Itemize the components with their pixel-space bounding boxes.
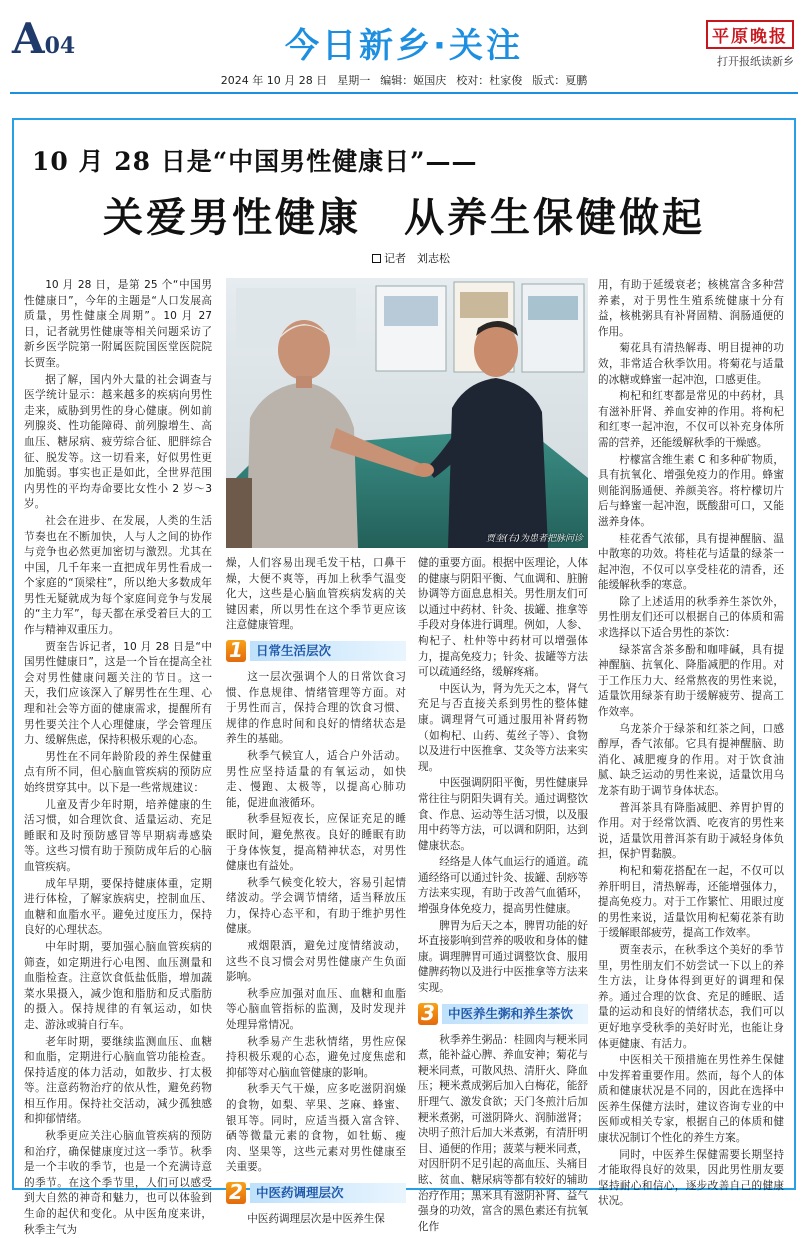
paragraph: 健的重要方面。根据中医理论，人体的健康与阴阳平衡、气血调和、脏腑协调等方面息息相关。男性朋友们可以通过中药材、针灸、拔罐、推拿等手段对身体进行调理。例如，人参、枸杞子、杜仲等中药材可以增强体力，提高免疫力；针灸、拔罐等方法可以疏通经络，缓解疼痛。 <box>418 557 588 679</box>
paragraph: 秋季易产生悲秋情绪，男性应保持积极乐观的心态，避免过度焦虑和抑郁等对心脑血管健康的影响。 <box>226 1035 406 1079</box>
paragraph: 老年时期，要继续监测血压、血糖和血脂，定期进行心脑血管功能检查。保持适度的体力活动，如散步、打太极等。注意药物治疗的依从性，避免药物相互作用。保持社交活动，减少孤独感和抑郁情绪。 <box>24 1035 212 1126</box>
paragraph: 经络是人体气血运行的通道。疏通经络可以通过针灸、拔罐、刮痧等方法来实现，有助于改善气血循环，增强身体免疫力，提高男性健康。 <box>418 856 588 916</box>
paragraph: 枸杞和红枣都是常见的中药材，具有滋补肝肾、养血安神的作用。将枸杞和红枣一起冲泡，不仅可以补充身体所需的营养，还能缓解秋季的干燥感。 <box>598 390 784 449</box>
paragraph: 枸杞和菊花搭配在一起，不仅可以养肝明目，清热解毒，还能增强体力，提高免疫力。对于工作繁忙、用眼过度的男性来说，适量饮用枸杞菊花茶有助于缓解眼部疲劳，提高工作效率。 <box>598 864 784 940</box>
header-rule <box>10 92 798 94</box>
page-digits: 04 <box>44 33 76 59</box>
page-letter: A <box>12 14 45 63</box>
subhead-3 <box>418 1000 588 1025</box>
editor: 编辑：姬国庆 <box>380 74 447 87</box>
paragraph: 秋季更应关注心脑血管疾病的预防和治疗，确保健康度过这一季节。秋季是一个丰收的季节，也是一个充满诗意的季节。在这个季节里，人们可以感受到大自然的神奇和魅力，也可以体验到生命的起伏和变化。从中医角度来讲，秋季主气为 <box>24 1130 212 1236</box>
paragraph: 乌龙茶介于绿茶和红茶之间，口感醇厚，香气浓郁。它具有提神醒脑、助消化、减肥瘦身的作用。对于饮食油腻、缺乏运动的男性来说，适量饮用乌龙茶有助于调节身体状态。 <box>598 722 784 797</box>
paragraph: 中年时期，要加强心脑血管疾病的筛查，如定期进行心电图、血压测量和血脂检查。注意饮食低盐低脂，增加蔬菜水果摄入，减少饱和脂肪和反式脂肪的摄入。保持规律的有氧运动，如快走、游泳或骑自行车。 <box>24 940 212 1031</box>
text-column-4 <box>598 278 784 1208</box>
paragraph: 燥，人们容易出现毛发干枯，口鼻干燥，大便不爽等，再加上秋季气温变化大，这些是心脑血管疾病发病的关键因素，所以男性在这个季节更应该注意健康管理。 <box>226 557 406 632</box>
section-title: 今日新乡·关注 <box>285 26 523 66</box>
subhead-title: 中医药调理层次 <box>250 1183 406 1203</box>
paragraph: 秋季天气干燥，应多吃滋阴润燥的食物，如梨、苹果、芝麻、蜂蜜、银耳等。同时，应适当摄入富含锌、硒等微量元素的食物，如牡蛎、瘦肉、坚果等，这些元素对男性健康至关重要。 <box>226 1083 406 1174</box>
paragraph: 中医药调理层次是中医养生保 <box>247 1212 385 1225</box>
paragraph: 成年早期，要保持健康体重，定期进行体检，了解家族病史，控制血压、血糖和血脂水平。避免过度压力，保持良好的心理状态。 <box>24 877 212 937</box>
article-photo <box>226 278 588 548</box>
byline: 记者 刘志松 <box>372 250 450 266</box>
paragraph: 秋季应加强对血压、血糖和血脂等心脑血管指标的监测，及时发现并处理异常情况。 <box>226 987 406 1032</box>
paragraph: 秋季气候宜人，适合户外活动。男性应坚持适量的有氧运动，如快走、慢跑、太极等，以提高心肺功能，促进血液循环。 <box>226 749 406 809</box>
paragraph: 秋季气候变化较大，容易引起情绪波动。学会调节情绪，适当释放压力，保持心态平和，有助于维护男性健康。 <box>226 876 406 936</box>
byline-box-icon <box>372 254 381 263</box>
photo-illustration <box>226 278 588 548</box>
paragraph: 儿童及青少年时期，培养健康的生活习惯，如合理饮食、适量运动、充足睡眠和及时预防感冒等早期病毒感染等。这些习惯有助于预防成年后的心脑血管疾病。 <box>24 798 212 873</box>
brand-slogan: 打开报纸读新乡 <box>717 55 794 68</box>
brand <box>706 20 794 69</box>
subhead-2 <box>226 1182 406 1204</box>
paragraph: 中医强调阴阳平衡，男性健康异常往往与阴阳失调有关。通过调整饮食、作息、运动等生活习惯，以及服用中药等方法，可以调和阴阳，达到健康状态。 <box>418 777 588 852</box>
subhead-1 <box>226 640 406 662</box>
subhead-title: 中医养生粥和养生茶饮 <box>442 1004 588 1024</box>
paragraph: 普洱茶具有降脂减肥、养胃护胃的作用。对于经常饮酒、吃夜宵的男性来说，适量饮用普洱茶有助于减轻身体负担，保护胃黏膜。 <box>598 801 784 861</box>
issue-meta <box>0 72 808 88</box>
issue-date: 2024 年 10 月 28 日 <box>220 74 328 87</box>
paragraph: 贾奎告诉记者，10 月 28 日是“中国男性健康日”，这是一个旨在提高全社会对男性健康问题关注的节日。这一天，我们应该深入了解男性在生理、心理和社会等方面的健康需求，提醒所有男性要关注个人心理健康，学会管理压力、缓解焦虑，保持积极乐观的心态。 <box>24 640 212 747</box>
article-headline: 关爱男性健康 从养生保健做起 <box>103 195 705 241</box>
text-column-3 <box>418 556 588 1233</box>
paragraph: 中医认为，肾为先天之本，肾气充足与否直接关系到男性的整体健康。调理肾气可通过服用补肾药物（如枸杞、山药、菟丝子等）、食物以及进行中医推拿、艾灸等方法来实现。 <box>418 682 588 773</box>
paragraph: 柠檬富含维生素 C 和多种矿物质，具有抗氧化、增强免疫力的作用。蜂蜜则能润肠通便、养颜美容。将柠檬切片后与蜂蜜一起冲泡，既酸甜可口，又能滋养身体。 <box>598 453 784 528</box>
designer: 版式：夏鹏 <box>532 74 588 87</box>
subhead-number-badge: 3 <box>418 1003 438 1025</box>
proofreader: 校对：杜家俊 <box>456 74 523 87</box>
paragraph: 同时，中医养生保健需要长期坚持才能取得良好的效果，因此男性朋友要坚持耐心和信心，逐步改善自己的健康状况。 <box>598 1148 784 1208</box>
paragraph: 据了解，国内外大量的社会调查与医学统计显示：越来越多的疾病向男性走来，威胁到男性的身心健康。例如前列腺炎、性功能障碍、前列腺增生、高血压、糖尿病、疲劳综合征、肥胖综合征、脱发等。这一切看来，好似男性更加脆弱。事实也正是如此，全世界范围内男性的平均寿命要比女性小 2 岁～3 岁。 <box>24 373 212 511</box>
paragraph: 秋季养生粥品：桂圆肉与粳米同煮，能补益心脾、养血安神；菊花与粳米同煮，可散风热、清肝火、降血压；粳米煮成粥后加入白梅花，能舒肝理气、激发食欲；天门冬煎汁后加粳米煮粥，可滋阴降火、润肺滋肾；决明子煎汁后加大米煮粥，有清肝明目、通便的作用；菠菜与粳米同煮，对因肝阴不足引起的高血压、头痛目眩、贫血、糖尿病等都有较好的辅助治疗作用；黑米具有滋阴补肾、益气强身的功效，富含的黑色素还有抗氧化作 <box>418 1033 588 1233</box>
subhead-number-badge: 1 <box>226 640 246 662</box>
text-column-2 <box>226 556 406 1225</box>
subhead-title: 日常生活层次 <box>250 641 406 661</box>
masthead <box>0 0 808 104</box>
paragraph: 绿茶富含茶多酚和咖啡碱，具有提神醒脑、抗氧化、降脂减肥的作用。对于工作压力大、经常熬夜的男性来说，适量饮用绿茶有助于缓解疲劳、提高工作效率。 <box>598 643 784 719</box>
text-column-1 <box>24 278 212 1236</box>
brand-logo: 平原晚报 <box>706 20 794 49</box>
paragraph: 中医相关干预措施在男性养生保健中发挥着重要作用。然而，每个人的体质和健康状况是不同的，因此在选择中医养生保健方法时，建议咨询专业的中医师或相关专家，根据自己的体质和健康状况制订个性化的养生方案。 <box>598 1054 784 1145</box>
photo-caption: 贾奎(右)为患者把脉问诊 <box>486 534 584 544</box>
paragraph: 秋季昼短夜长，应保证充足的睡眠时间，避免熬夜。良好的睡眠有助于身体恢复，提高精神状态，对男性健康也有益处。 <box>226 813 406 873</box>
paragraph: 脾胃为后天之本，脾胃功能的好坏直接影响到营养的吸收和身体的健康。调理脾胃可通过调整饮食、服用健脾药物以及进行中医推拿等方法来实现。 <box>418 919 588 995</box>
paragraph: 用，有助于延缓衰老；核桃富含多种营养素，对于男性生殖系统健康十分有益，核桃粥具有补肾固精、润肠通便的作用。 <box>598 279 784 338</box>
paragraph: 社会在进步、在发展，人类的生活节奏也在不断加快，人与人之间的协作与竞争也必然更加密切与激烈。尤其在中国，几千年来一直把成年男性看成一个家庭的“顶梁柱”，所以绝大多数成年男性无疑就成为每个家庭间竞争与发展的“主力军”，每天都在承受着巨大的工作与精神双重压力。 <box>24 514 212 637</box>
paragraph: 10 月 28 日，是第 25 个“中国男性健康日”，今年的主题是“人口发展高质量，男性健康全周期”。10 月 27 日，记者就男性健康等相关问题采访了新乡医学院第一附属医院国医堂医院院长贾奎。 <box>24 279 212 369</box>
paragraph: 戒烟限酒，避免过度情绪波动，这些不良习惯会对男性健康产生负面影响。 <box>226 940 406 984</box>
paragraph: 贾奎表示，在秋季这个美好的季节里，男性朋友们不妨尝试一下以上的养生方法，让身体得到更好的调理和保养。通过合理的饮食、充足的睡眠、适量的运动和良好的情绪状态，我们可以更好地享受秋季的美好时光，也能让身体更健康、有活力。 <box>598 943 784 1050</box>
paragraph: 这一层次强调个人的日常饮食习惯、作息规律、情绪管理等方面。对于男性而言，保持合理的饮食习惯、规律的作息时间和良好的情绪状态是养生的基础。 <box>226 670 406 746</box>
paragraph: 除了上述适用的秋季养生茶饮外，男性朋友们还可以根据自己的体质和需求选择以下适合男性的茶饮： <box>598 595 784 640</box>
subhead-number-badge: 2 <box>226 1182 246 1204</box>
article-kicker: 10 月 28 日是“中国男性健康日”—— <box>32 147 478 176</box>
issue-weekday: 星期一 <box>337 74 371 87</box>
paragraph: 菊花具有清热解毒、明目提神的功效，非常适合秋季饮用。将菊花与适量的冰糖或蜂蜜一起冲泡，口感更佳。 <box>598 342 784 386</box>
paragraph: 桂花香气浓郁，具有提神醒脑、温中散寒的功效。将桂花与适量的绿茶一起冲泡，不仅可以享受桂花的清香，还能缓解秋季的寒意。 <box>598 532 784 592</box>
paragraph: 男性在不同年龄阶段的养生保健重点有所不同，但心脑血管疾病的预防应始终贯穿其中。以下是一些常规建议： <box>24 750 212 794</box>
